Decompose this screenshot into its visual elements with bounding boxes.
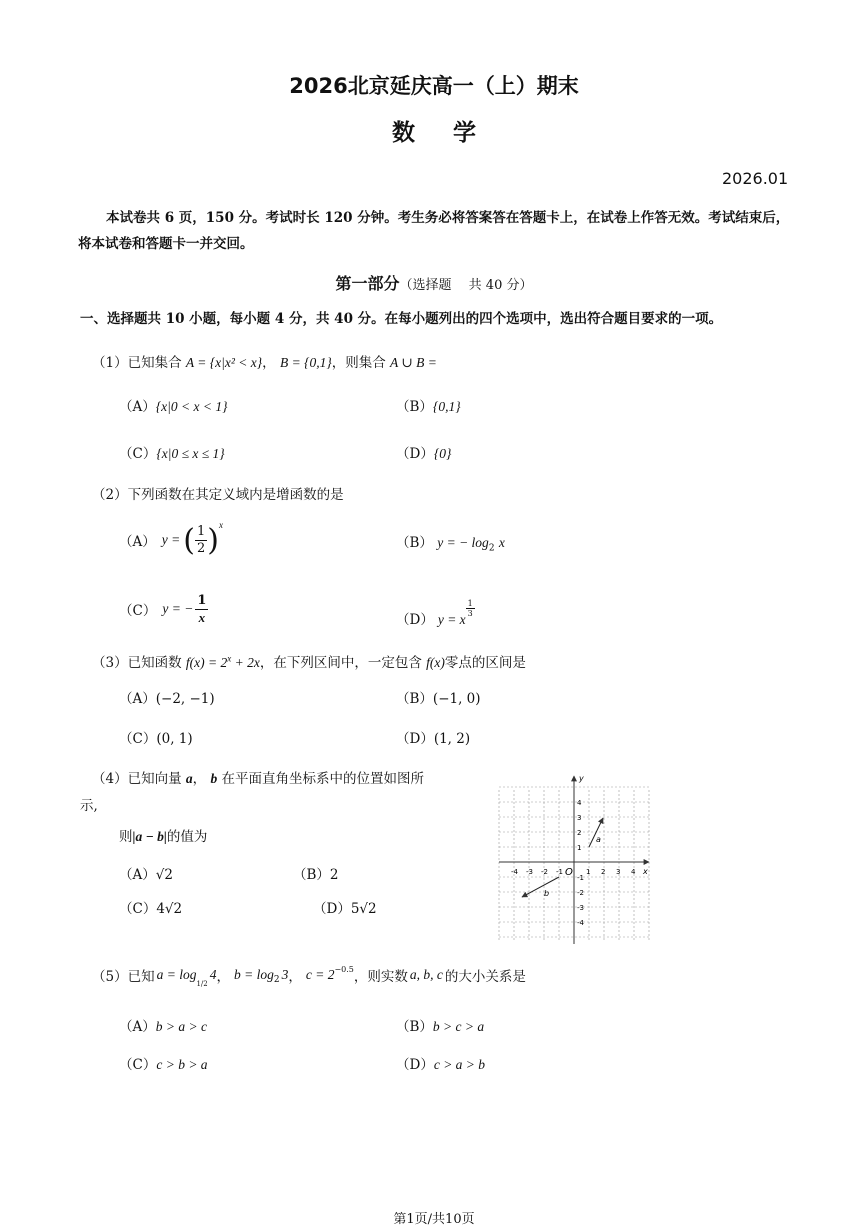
question-stem-end: 零点的区间是	[444, 655, 526, 671]
function-def-cont: + 2x	[231, 655, 260, 670]
option-text: c > a > b	[433, 1057, 486, 1072]
option-text: (1, 2)	[433, 731, 471, 747]
q3-option-c	[119, 727, 193, 747]
question-stem-cont: ，则集合	[331, 355, 386, 371]
y-tick-label: -3	[577, 904, 584, 912]
question-number: （5）	[92, 969, 128, 985]
option-label: （B）	[396, 399, 433, 415]
question-stem: 已知函数	[127, 655, 182, 671]
vector-a: a	[185, 771, 193, 786]
option-label: （C）	[119, 603, 157, 619]
vector-b-label: b	[544, 889, 550, 898]
option-text: {0,1}	[432, 399, 461, 414]
y-tick-label: 1	[577, 844, 582, 852]
option-label: （A）	[119, 1019, 156, 1035]
question-5	[92, 964, 526, 988]
q2-option-b	[396, 531, 505, 554]
option-prefix: y = x	[437, 612, 466, 627]
option-label: （C）	[119, 731, 157, 747]
option-label: （A）	[119, 867, 156, 883]
y-tick-label: 4	[577, 799, 582, 807]
log-base: 2	[488, 543, 495, 554]
option-text: (0, 1)	[156, 731, 193, 747]
option-label: （D）	[396, 446, 434, 462]
y-tick-label: 2	[577, 829, 582, 837]
q3-option-a	[119, 687, 215, 707]
q2-option-c	[119, 588, 208, 630]
option-text: b > a > c	[155, 1019, 207, 1034]
a-log-base: 1/2	[196, 980, 208, 988]
question-stem-cont: ，则实数	[353, 969, 408, 985]
separator: ，	[288, 969, 302, 985]
q1-option-d	[396, 442, 451, 462]
left-paren: (	[183, 522, 195, 558]
fraction-numerator: 1	[197, 592, 207, 608]
vars-list: a, b, c	[409, 967, 443, 982]
c-exponent: −0.5	[334, 964, 354, 974]
option-text: {x|0 ≤ x ≤ 1}	[156, 446, 225, 461]
option-label: （D）	[313, 901, 351, 917]
fraction-numerator: 1	[467, 599, 473, 608]
option-label: （A）	[119, 691, 156, 707]
set-a: A = {x|x² < x}	[185, 355, 263, 370]
set-b: B = {0,1}	[279, 355, 332, 370]
function-exponent: x	[227, 653, 232, 664]
option-prefix: y =	[161, 532, 181, 547]
q5-option-c	[119, 1053, 208, 1073]
option-text: {x|0 < x < 1}	[155, 399, 228, 414]
q4-option-c	[119, 897, 182, 917]
question-stem-prefix: 则	[119, 829, 133, 845]
question-stem: 下列函数在其定义域内是增函数的是	[127, 487, 344, 503]
question-4-line3	[119, 825, 207, 845]
function-def: f(x) = 2	[185, 655, 228, 670]
magnitude-expr: |a − b|	[132, 829, 167, 844]
option-text: (−2, −1)	[155, 691, 215, 707]
q3-option-b	[396, 687, 481, 707]
fraction	[195, 524, 207, 557]
fraction-exponent	[466, 599, 475, 618]
exam-instructions: 本试卷共 6 页，150 分。考试时长 120 分钟。考生务必将答案答在答题卡上，在试卷上作答无效。考试结束后，将本试卷和答题卡一并交回。	[78, 210, 790, 252]
x-tick-label: -1	[556, 868, 563, 876]
q4-option-a	[119, 863, 173, 883]
exam-title: 2026北京延庆高一（上）期末	[289, 74, 579, 98]
x-tick-label: 3	[616, 868, 621, 876]
q5-option-b	[396, 1015, 484, 1035]
separator: ，	[192, 771, 207, 787]
vector-a-label: a	[596, 835, 601, 844]
fraction-denominator: x	[198, 609, 206, 625]
question-stem: 已知	[127, 969, 155, 985]
question-number: （2）	[92, 487, 128, 503]
section-heading: 一、选择题共 10 小题，每小题 4 分，共 40 分。在每小题列出的四个选项中，选出符合题目要求的一项。	[80, 311, 723, 327]
question-stem-end: 的大小关系是	[444, 969, 526, 985]
q1-option-a	[119, 395, 227, 415]
question-number: （3）	[92, 655, 128, 671]
a-log-arg: 4	[209, 967, 217, 982]
question-stem-cont: ，在下列区间中，一定包含	[259, 655, 422, 671]
fraction-denominator: 2	[196, 540, 206, 556]
right-paren: )	[207, 522, 219, 558]
b-log-arg: 3	[281, 967, 289, 982]
option-text: y = − log	[437, 535, 489, 550]
option-prefix: y = −	[162, 601, 194, 616]
q2-option-d	[396, 599, 475, 628]
separator: ，	[262, 355, 276, 371]
option-text: {0}	[433, 446, 452, 461]
union-expr: A ∪ B =	[390, 355, 437, 370]
function-ref: f(x)	[426, 655, 445, 670]
option-var: x	[498, 535, 505, 550]
b-log-base: 2	[273, 975, 280, 985]
question-number: （1）	[92, 355, 128, 371]
x-tick-label: 4	[631, 868, 636, 876]
question-1	[92, 351, 437, 371]
vector-b-arrow	[522, 877, 559, 897]
a-def: a = log	[156, 967, 197, 982]
option-label: （A）	[119, 399, 156, 415]
option-text: (−1, 0)	[432, 691, 481, 707]
fraction-numerator: 1	[196, 523, 206, 539]
y-tick-label: -4	[577, 919, 584, 927]
y-tick-label: -2	[577, 889, 584, 897]
q2-option-a	[119, 518, 223, 562]
option-text: 4√2	[156, 901, 183, 917]
c-def: c = 2	[305, 967, 335, 982]
option-label: （C）	[119, 901, 157, 917]
part-title-note: （选择题 共 40 分）	[399, 278, 533, 293]
option-text: 5√2	[350, 901, 377, 917]
y-tick-label: 3	[577, 814, 582, 822]
x-tick-label: -2	[541, 868, 548, 876]
question-number: （4）	[92, 771, 128, 787]
x-tick-label: -3	[526, 868, 533, 876]
vector-b: b	[210, 771, 218, 786]
q3-option-d	[396, 727, 470, 747]
question-stem-suffix: 的值为	[166, 829, 208, 845]
question-3	[92, 651, 526, 671]
x-tick-label: -4	[511, 868, 518, 876]
option-label: （C）	[119, 1057, 157, 1073]
origin-label: O	[565, 867, 573, 878]
question-2	[92, 483, 344, 503]
option-text: 2	[329, 867, 339, 883]
question-stem: 已知集合	[127, 355, 182, 371]
separator: ，	[216, 969, 230, 985]
option-text: c > b > a	[156, 1057, 208, 1072]
question-4	[92, 767, 424, 787]
question-stem-cont: 在平面直角坐标系中的位置如图所	[221, 771, 424, 787]
exponent: x	[218, 520, 223, 530]
page-footer: 第1页/共10页	[393, 1212, 475, 1227]
option-label: （B）	[293, 867, 330, 883]
option-text: √2	[155, 867, 173, 883]
question-stem: 已知向量	[127, 771, 182, 787]
q1-option-c	[119, 442, 225, 462]
option-label: （B）	[396, 691, 433, 707]
q5-option-a	[119, 1015, 207, 1035]
y-axis-label: y	[579, 774, 584, 783]
option-label: （C）	[119, 446, 157, 462]
question-4-line2: 示,	[80, 798, 98, 814]
part-title	[0, 271, 868, 294]
exam-date: 2026.01	[722, 169, 789, 188]
option-text: b > c > a	[432, 1019, 485, 1034]
fraction-denominator: 3	[467, 609, 473, 618]
subject-title: 数学	[392, 120, 514, 146]
b-def: b = log	[233, 967, 274, 982]
option-label: （D）	[396, 612, 434, 628]
x-tick-label: 2	[601, 868, 606, 876]
q1-option-b	[396, 395, 461, 415]
q4-option-d	[313, 897, 377, 917]
part-title-main: 第一部分	[335, 274, 400, 293]
y-tick-label: -1	[577, 874, 584, 882]
fraction	[195, 593, 208, 626]
option-label: （A）	[119, 534, 156, 550]
vector-coordinate-figure	[495, 772, 655, 948]
q4-option-b	[293, 863, 339, 883]
option-label: （D）	[396, 1057, 434, 1073]
option-label: （B）	[396, 1019, 433, 1035]
option-label: （B）	[396, 535, 433, 551]
x-axis-label: x	[643, 867, 648, 876]
option-label: （D）	[396, 731, 434, 747]
x-tick-label: 1	[586, 868, 591, 876]
q5-option-d	[396, 1053, 485, 1073]
